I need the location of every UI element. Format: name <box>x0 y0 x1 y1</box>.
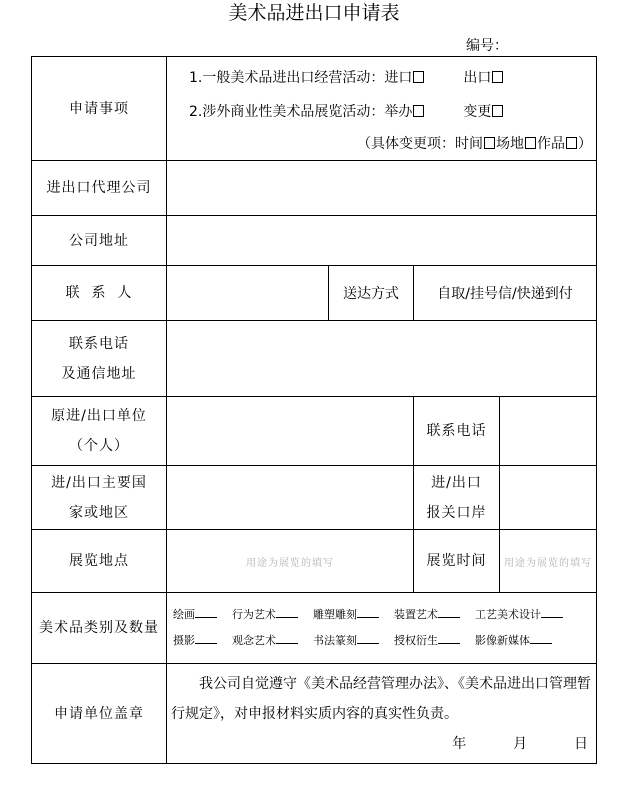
host-checkbox[interactable] <box>413 105 424 117</box>
exhibition-time-label: 展览时间 <box>414 530 500 593</box>
artwork-change-checkbox[interactable] <box>566 137 577 149</box>
category-item: 影像新媒体 <box>475 634 553 647</box>
seal-cell[interactable] <box>167 664 597 764</box>
exhibition-time-input[interactable]: 用途为展览的填写 <box>500 530 597 593</box>
date-line <box>167 729 596 759</box>
exhibition-location-label: 展览地点 <box>32 530 167 593</box>
company-address-label: 公司地址 <box>32 216 167 266</box>
origin-phone-input[interactable] <box>500 397 597 466</box>
country-region-label-line1: 进/出口主要国 <box>51 474 147 491</box>
original-unit-input[interactable] <box>167 397 414 466</box>
country-region-label-line2: 家或地区 <box>69 504 129 521</box>
quantity-blank[interactable] <box>357 617 379 618</box>
change-detail-suffix: ） <box>578 135 592 152</box>
application-items-label: 申请事项 <box>32 57 167 161</box>
category-item: 观念艺术 <box>232 634 299 647</box>
row-original-unit <box>32 397 597 466</box>
row-category <box>32 593 597 664</box>
original-unit-label-line1: 原进/出口单位 <box>51 408 147 424</box>
quantity-blank[interactable] <box>530 643 552 644</box>
quantity-blank[interactable] <box>438 617 460 618</box>
original-unit-label <box>32 397 167 466</box>
venue-change-checkbox[interactable] <box>525 137 536 149</box>
host-option-label: 举办 <box>384 103 413 120</box>
row-agent-company <box>32 161 597 216</box>
category-quantity-label: 美术品类别及数量 <box>32 593 167 664</box>
quantity-blank[interactable] <box>195 617 217 618</box>
delivery-method-value[interactable]: 自取/挂号信/快递到付 <box>414 266 597 321</box>
application-form-table <box>31 56 597 764</box>
declaration-text: 我公司自觉遵守《美术品经营管理办法》、《美术品进出口管理暂行规定》，对申报材料实质内容的真实性负责。 <box>171 675 591 722</box>
agent-company-label: 进出口代理公司 <box>32 161 167 216</box>
row-exhibition <box>32 530 597 593</box>
row-application-items <box>32 57 597 161</box>
delivery-method-label: 送达方式 <box>329 266 414 321</box>
seal-label: 申请单位盖章 <box>32 664 167 764</box>
quantity-blank[interactable] <box>195 643 217 644</box>
customs-port-label <box>414 466 500 530</box>
time-option-label: 时间 <box>455 135 483 152</box>
exhibition-activity-label: 2.涉外商业性美术品展览活动： <box>189 103 385 120</box>
application-items-cell <box>167 57 597 161</box>
contact-person-label: 联 系 人 <box>32 266 167 321</box>
category-item: 绘画 <box>173 608 218 621</box>
category-item: 雕塑雕刻 <box>313 608 380 621</box>
form-title: 美术品进出口申请表 <box>228 2 400 24</box>
change-checkbox[interactable] <box>492 105 503 117</box>
country-region-input[interactable] <box>167 466 414 530</box>
quantity-blank[interactable] <box>276 617 298 618</box>
year-label: 年 <box>452 735 467 752</box>
row-company-address <box>32 216 597 266</box>
export-checkbox[interactable] <box>492 71 503 83</box>
company-address-input[interactable] <box>167 216 597 266</box>
serial-number-label: 编号： <box>466 38 508 54</box>
category-item: 工艺美术设计 <box>475 608 564 621</box>
phone-address-label-line1: 联系电话 <box>69 335 129 352</box>
quantity-blank[interactable] <box>541 617 563 618</box>
change-option-label: 变更 <box>463 103 492 120</box>
artwork-option-label: 作品 <box>537 135 565 152</box>
origin-phone-label: 联系电话 <box>414 397 500 466</box>
quantity-blank[interactable] <box>438 643 460 644</box>
category-item: 授权衍生 <box>394 634 461 647</box>
change-detail-prefix: （具体变更项： <box>357 135 455 152</box>
time-change-checkbox[interactable] <box>484 137 495 149</box>
customs-port-label-line1: 进/出口 <box>431 474 482 491</box>
row-seal <box>32 664 597 764</box>
import-option-label: 进口 <box>384 69 413 86</box>
import-checkbox[interactable] <box>413 71 424 83</box>
quantity-blank[interactable] <box>357 643 379 644</box>
venue-option-label: 场地 <box>496 135 524 152</box>
category-row-2 <box>167 628 596 654</box>
agent-company-input[interactable] <box>167 161 597 216</box>
category-item: 装置艺术 <box>394 608 461 621</box>
contact-person-input[interactable] <box>167 266 329 321</box>
quantity-blank[interactable] <box>276 643 298 644</box>
row-phone-address <box>32 321 597 397</box>
row-country-port <box>32 466 597 530</box>
exhibition-location-input[interactable]: 用途为展览的填写 <box>167 530 414 593</box>
export-option-label: 出口 <box>463 69 492 86</box>
category-item: 书法篆刻 <box>313 634 380 647</box>
customs-port-label-line2: 报关口岸 <box>426 504 487 521</box>
general-trade-label: 1.一般美术品进出口经营活动： <box>189 69 385 86</box>
country-region-label <box>32 466 167 530</box>
row-contact-person <box>32 266 597 321</box>
phone-address-input[interactable] <box>167 321 597 397</box>
category-row-1 <box>167 602 596 628</box>
category-quantity-cell <box>167 593 597 664</box>
phone-address-label <box>32 321 167 397</box>
original-unit-label-line2: （个人） <box>69 438 129 454</box>
category-item: 行为艺术 <box>232 608 299 621</box>
month-label: 月 <box>513 735 528 752</box>
phone-address-label-line2: 及通信地址 <box>61 365 137 382</box>
customs-port-input[interactable] <box>500 466 597 530</box>
category-item: 摄影 <box>173 634 218 647</box>
day-label: 日 <box>574 735 588 752</box>
